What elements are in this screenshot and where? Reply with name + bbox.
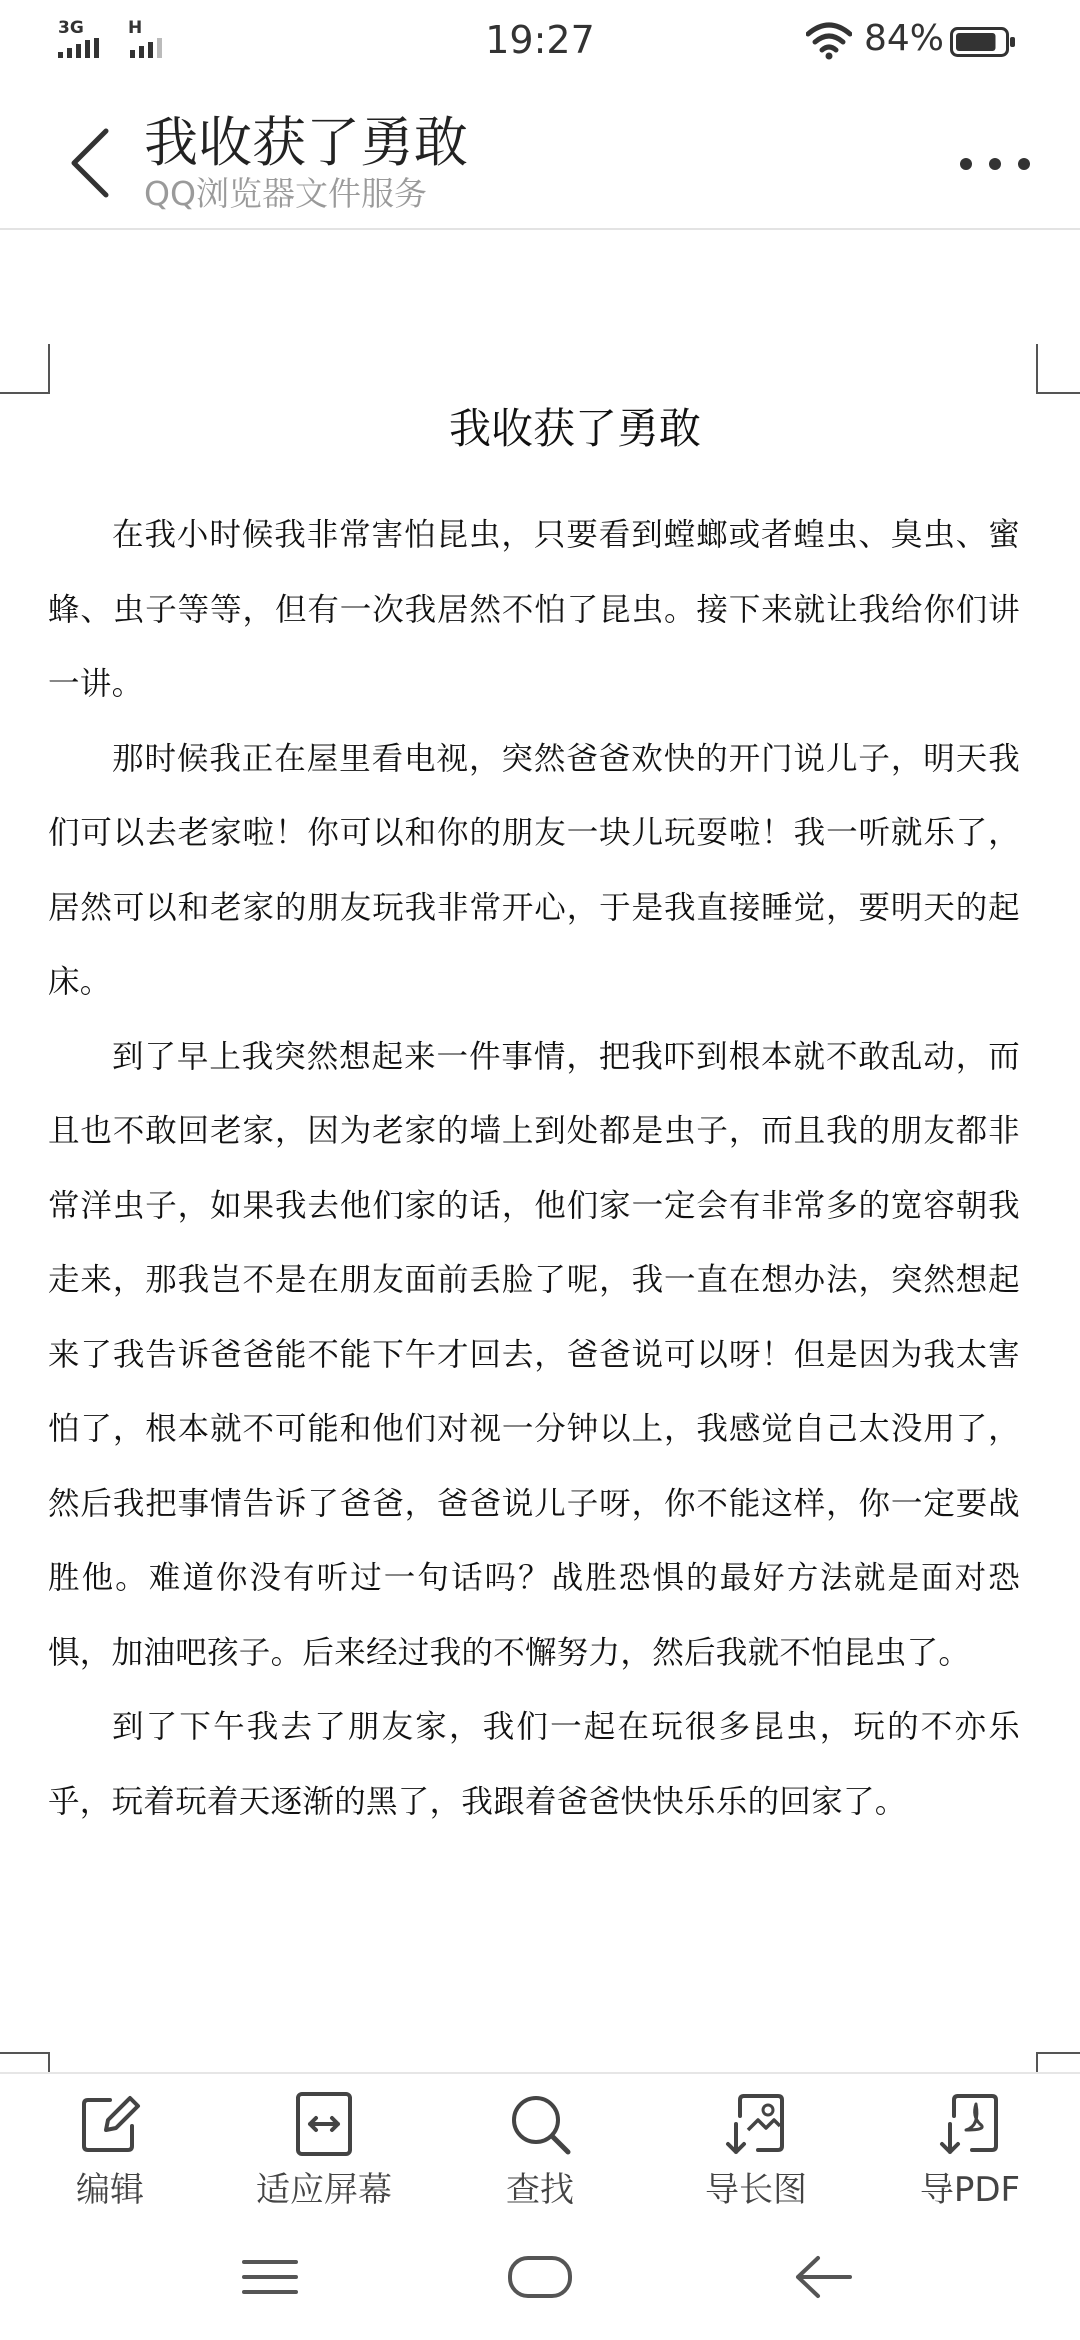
dot-icon [960,158,972,170]
network-type-label: 3G [58,18,84,38]
search-label: 查找 [506,2170,574,2210]
home-button[interactable] [500,2242,580,2312]
edit-label: 编辑 [76,2170,144,2210]
page-subtitle: QQ浏览器文件服务 [144,174,427,213]
document-paragraph: 在我小时候我非常害怕昆虫，只要看到螳螂或者蝗虫、臭虫、蜜蜂、虫子等等，但有一次我居然不怕了昆虫。接下来就让我给你们讲一讲。 [48,517,1020,702]
page-corner-mark [0,2052,50,2074]
back-icon [784,2242,864,2312]
document-title: 我收获了勇敢 [448,404,701,453]
battery-icon [950,27,1016,57]
edit-button[interactable] [10,2084,210,2210]
menu-button[interactable] [230,2242,310,2312]
back-button[interactable] [60,118,120,208]
export-long-image-label: 导长图 [705,2170,807,2210]
clock: 19:27 [485,18,595,62]
export-pdf-button[interactable] [870,2084,1070,2210]
wifi-icon [806,22,852,60]
document-paragraph: 到了下午我去了朋友家，我们一起在玩很多昆虫，玩的不亦乐乎，玩着玩着天逐渐的黑了，我跟着爸爸快快乐乐的回家了。 [48,1709,1020,1820]
export-pdf-label: 导PDF [919,2170,1021,2210]
document-page[interactable] [0,230,1080,2070]
search-button[interactable] [440,2084,640,2210]
export-long-image-button[interactable] [656,2084,856,2210]
bottom-toolbar [0,2072,1080,2208]
system-nav-bar [0,2220,1080,2340]
export-pdf-icon [936,2090,1004,2158]
system-back-button[interactable] [784,2242,864,2312]
fit-screen-label: 适应屏幕 [256,2170,392,2210]
home-icon [500,2242,580,2312]
edit-icon [76,2090,144,2158]
document-paragraph: 到了早上我突然想起来一件事情，把我吓到根本就不敢乱动，而且也不敢回老家，因为老家的墙上到处都是虫子，而且我的朋友都非常洋虫子，如果我去他们家的话，他们家一定会有非常多的宽容朝我走来，那我岂不是在朋友面前丢脸了呢，我一直在想办法，突然想起来了我告诉爸爸能不能下午才回去，爸爸说可以呀！但是因为我太害怕了，根本就不可能和他们对视一分钟以上，我感觉自己太没用了，然后我把事情告诉了爸爸，爸爸说儿子呀，你不能这样，你一定要战胜他。难道你没有听过一句话吗？战胜恐惧的最好方法就是面对恐惧，加油吧孩子。后来经过我的不懈努力，然后我就不怕昆虫了。 [48,1038,1020,1671]
chevron-left-icon [68,127,112,199]
dot-icon [1018,158,1030,170]
search-icon [506,2090,574,2158]
more-options-button[interactable] [960,144,1030,184]
document-body [48,498,1020,1839]
battery-percent: 84% [864,18,945,59]
export-long-image-icon [722,2090,790,2158]
menu-icon [230,2242,310,2312]
fit-screen-button[interactable] [224,2084,424,2210]
page-corner-mark [1036,344,1080,394]
app-header [0,84,1080,230]
page-title: 我收获了勇敢 [144,111,468,174]
page-corner-mark [0,344,50,394]
page-corner-mark [1036,2052,1080,2074]
document-paragraph: 那时候我正在屋里看电视，突然爸爸欢快的开门说儿子，明天我们可以去老家啦！你可以和你的朋友一块儿玩耍啦！我一听就乐了，居然可以和老家的朋友玩我非常开心，于是我直接睡觉，要明天的起床。 [48,740,1020,1000]
fit-screen-icon [290,2090,358,2158]
dot-icon [989,158,1001,170]
status-bar [0,0,1080,84]
network-type-label-secondary: H [128,18,143,38]
